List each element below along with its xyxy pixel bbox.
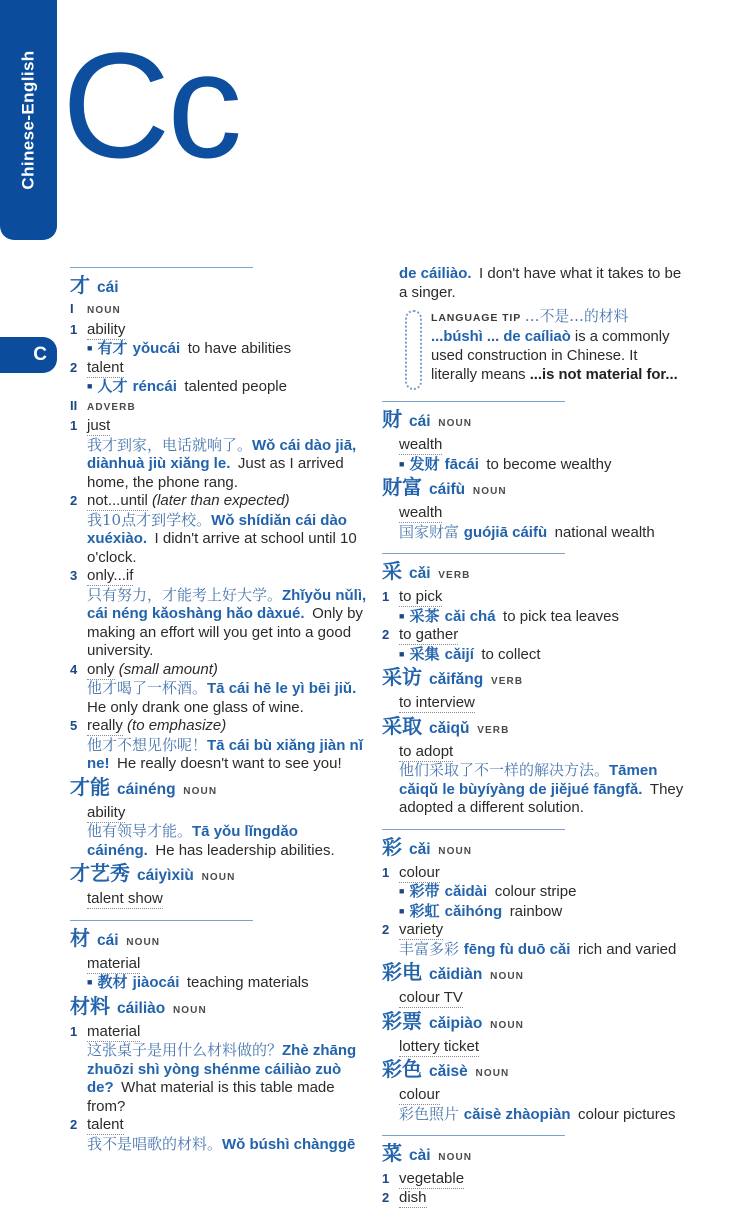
translation-text: to collect [481, 645, 541, 663]
pinyin-text: Tā cái hē le yì bēi jiǔ. [207, 680, 364, 697]
headword-chinese: 采访 [382, 665, 429, 689]
bullet-square-icon: ■ [399, 458, 405, 469]
headword-chinese: 菜 [382, 1141, 409, 1165]
section-divider [382, 553, 565, 554]
pinyin-text: cǎihóng [444, 902, 510, 920]
entry-body-line [382, 694, 684, 713]
section-divider [382, 401, 565, 402]
translation-text: is a commonly used construction in Chinese. It literally means [431, 329, 670, 383]
bullet-square-icon: ■ [399, 886, 405, 896]
entry-body-line [70, 339, 368, 359]
pinyin-text: cǎi chá [444, 607, 504, 625]
sense-line [70, 1023, 368, 1042]
sense-translation: colour TV [399, 989, 463, 1006]
entry-headword-line [382, 1057, 684, 1086]
entry-body-line [382, 882, 684, 902]
entry-body-line [70, 1135, 368, 1155]
entry-body-line [382, 940, 684, 960]
sense-line [70, 661, 368, 680]
emphasis-text: ...is not material for... [529, 367, 678, 383]
sense-line [382, 626, 684, 645]
pinyin-text: cǎidiàn [428, 966, 491, 983]
pinyin-text: cǎijí [444, 645, 482, 663]
entry-body-line [70, 377, 368, 397]
pinyin-text: cǎisè zhàopiàn [463, 1105, 578, 1123]
sense-translation: not...until [87, 492, 148, 509]
sense-translation: material [87, 1022, 141, 1040]
section-band-label: Chinese-English [18, 50, 38, 190]
sense-number: 2 [70, 1117, 78, 1132]
part-of-speech-label: NOUN [490, 1019, 524, 1031]
part-of-speech-label: NOUN [87, 305, 121, 316]
part-of-speech-label: NOUN [126, 936, 161, 948]
pinyin-text: fēng fù duō cǎi [463, 940, 578, 958]
sense-translation: vegetable [399, 1170, 465, 1187]
example-chinese: 他才不想见你呢！ [87, 735, 208, 754]
headword-chinese: 才能 [70, 774, 117, 799]
entry-body-line [70, 436, 368, 493]
translation-text: He only drank one glass of wine. [87, 698, 304, 716]
pinyin-text: cái [96, 279, 119, 296]
sense-translation: really [87, 717, 123, 734]
entry-body-line [382, 1038, 684, 1057]
entry-body-line [382, 265, 684, 302]
example-chinese: 国家财富 [399, 522, 464, 541]
entry-headword-line [382, 407, 684, 436]
example-chinese: 这张桌子是用什么材料做的？ [87, 1041, 283, 1059]
pinyin-text: Zhè zhāng zhuōzi shì yòng shénme cáiliào zuò de? [87, 1042, 357, 1096]
entry-body-line [382, 761, 684, 818]
sense-number: 3 [70, 568, 78, 583]
usage-qualifier: (small amount) [114, 660, 218, 678]
pinyin-text: Zhǐyǒu nǔlì, cái néng kǎoshàng hǎo dàxué. [87, 586, 367, 622]
headword-chinese: 材料 [70, 993, 117, 1018]
entry-body-line [382, 504, 684, 523]
sense-translation: lottery ticket [399, 1037, 480, 1055]
sense-translation: variety [399, 921, 444, 938]
bullet-square-icon: ■ [87, 977, 93, 987]
headword-chinese: 材 [70, 925, 97, 950]
pinyin-text: cǎisè [428, 1063, 476, 1080]
sense-translation: to gather [399, 626, 459, 643]
translation-text: to become wealthy [486, 455, 612, 473]
entry-headword-line [70, 273, 368, 300]
headword-chinese: 财富 [382, 475, 429, 499]
entry-body-line [382, 743, 684, 762]
section-divider [382, 1135, 565, 1136]
pinyin-text: yǒucái [132, 340, 188, 357]
pinyin-text: Wǒ cái dào jiā, diànhuà jiù xiǎng le. [87, 436, 357, 472]
sense-translation: to pick [399, 588, 443, 605]
entry-body-line [382, 607, 684, 627]
entry-body-line [382, 1086, 684, 1105]
part-of-speech-label: NOUN [172, 1004, 207, 1016]
entry-headword-line [70, 994, 368, 1023]
entry-body-line [382, 902, 684, 922]
usage-qualifier: (later than expected) [147, 492, 290, 509]
entry-headword-line [382, 1141, 684, 1170]
sense-translation: material [87, 954, 141, 972]
sense-number: 1 [382, 1171, 390, 1186]
part-of-speech-label: VERB [477, 724, 510, 736]
entry-body-line [70, 973, 368, 993]
right-column [382, 250, 684, 1207]
sense-translation: dish [399, 1188, 427, 1206]
pinyin-text: ...búshì ... de caíliaò [431, 329, 575, 345]
part-of-speech-label: NOUN [201, 872, 236, 883]
section-divider [70, 267, 253, 268]
sense-translation: wealth [399, 436, 443, 453]
sense-number: 1 [70, 1023, 78, 1039]
pinyin-text: Tā yǒu lǐngdǎo cáinéng. [87, 823, 298, 859]
example-chinese: 他有领导才能。 [87, 822, 193, 840]
usage-qualifier: (to emphasize) [122, 717, 227, 734]
example-chinese: …不是…的材料 [524, 308, 629, 325]
headword-chinese: 彩电 [382, 960, 429, 984]
sense-translation: to interview [399, 694, 475, 711]
pinyin-text: guójiā cáifù [463, 523, 555, 541]
language-tip-text [431, 307, 681, 390]
part-of-speech-label: NOUN [183, 785, 218, 797]
sense-line [382, 1170, 684, 1189]
pinyin-text: cáiyìxiù [136, 867, 202, 884]
part-of-speech-label: NOUN [438, 418, 473, 429]
sense-line [382, 864, 684, 883]
part-of-speech-label: NOUN [438, 845, 473, 857]
example-chinese: 彩色照片 [399, 1104, 464, 1123]
letter-thumb-tab [0, 337, 57, 373]
sense-translation: only...if [87, 567, 134, 584]
headword-chinese: 才艺秀 [70, 861, 137, 885]
pinyin-text: Tāmen cǎiqǔ le bùyíyàng de jiějué fāngfǎ. [399, 762, 658, 798]
sense-line [70, 417, 368, 436]
pinyin-text: réncái [132, 378, 185, 395]
sense-translation: only [87, 660, 115, 678]
pinyin-text: cái [96, 931, 127, 949]
letter-thumb-tab-label: C [33, 344, 47, 365]
sense-number: 2 [70, 493, 78, 508]
entry-headword-line [382, 1009, 684, 1038]
entry-headword-line [382, 960, 684, 989]
entry-body-line [70, 890, 368, 909]
bullet-square-icon: ■ [399, 648, 405, 659]
translation-text: national wealth [554, 523, 655, 541]
sense-line [70, 1116, 368, 1135]
pinyin-text: fācái [444, 455, 487, 473]
sense-line [70, 300, 368, 321]
headword-chinese: 彩色 [382, 1057, 429, 1081]
headword-chinese: 财 [382, 407, 409, 431]
headword-chinese: 才 [70, 273, 97, 297]
section-divider [382, 829, 565, 830]
entry-body-line [382, 989, 684, 1008]
sense-line [70, 492, 368, 511]
sense-number: 2 [70, 359, 78, 375]
example-chinese: 他才喝了一杯酒。 [87, 679, 208, 697]
section-divider [70, 920, 253, 921]
headword-chinese: 采取 [382, 713, 429, 738]
example-chinese: 我10点才到学校。 [87, 510, 212, 529]
translation-text: I didn't arrive at school until 10 o'clock. [87, 530, 357, 566]
entry-headword-line [382, 835, 684, 864]
entry-body-line [70, 955, 368, 974]
compound-chinese: 教材 [97, 973, 133, 991]
sense-group-numeral: II [70, 397, 78, 413]
compound-chinese: 彩带 [409, 882, 445, 900]
translation-text: to have abilities [187, 340, 292, 357]
translation-text: Only by making an effort will you get into a good university. [87, 605, 363, 659]
language-tip-label: LANGUAGE TIP [431, 312, 525, 324]
compound-chinese: 采集 [409, 644, 445, 663]
sense-translation: just [87, 417, 111, 434]
entry-body-line [382, 523, 684, 543]
entry-body-line [382, 645, 684, 665]
translation-text: teaching materials [186, 974, 309, 991]
sense-translation: colour [399, 863, 440, 881]
sense-translation: colour [399, 1086, 440, 1103]
sense-translation: ability [87, 803, 126, 821]
sense-number: 2 [382, 1189, 390, 1205]
headword-chinese: 彩 [382, 834, 409, 859]
sense-group-numeral: I [70, 301, 74, 316]
translation-text: What material is this table made from? [87, 1079, 335, 1115]
example-chinese: 我才到家，电话就响了。 [87, 435, 253, 454]
sense-translation: talent [87, 1116, 124, 1133]
sense-line [382, 1189, 684, 1208]
entry-headword-line [70, 775, 368, 804]
translation-text: I don't have what it takes to be a singer. [399, 265, 682, 301]
pinyin-text: jiàocái [132, 974, 187, 991]
pinyin-text: cái [408, 413, 439, 430]
compound-chinese: 有才 [97, 339, 133, 357]
compound-chinese: 采茶 [409, 606, 445, 625]
entry-body-line [70, 804, 368, 823]
sense-translation: wealth [399, 504, 443, 521]
example-chinese: 丰富多彩 [399, 939, 464, 958]
entry-body-line [382, 1105, 684, 1125]
example-chinese: 只有努力，才能考上好大学。 [87, 585, 283, 604]
entry-body-line [70, 586, 368, 661]
pinyin-text: cǎi [408, 565, 439, 582]
translation-text: He really doesn't want to see you! [117, 755, 342, 772]
sense-number: 5 [70, 718, 78, 733]
bullet-square-icon: ■ [87, 381, 93, 391]
left-column [70, 250, 368, 1154]
part-of-speech-label: VERB [438, 570, 471, 581]
translation-text: Just as I arrived home, the phone rang. [87, 455, 344, 491]
headword-chinese: 彩票 [382, 1008, 429, 1033]
pinyin-text: de cáiliào. [399, 265, 480, 282]
entry-body-line [70, 679, 368, 717]
translation-text: They adopted a different solution. [399, 780, 684, 816]
entry-headword-line [70, 926, 368, 955]
sense-number: 2 [382, 627, 390, 642]
translation-text: rich and varied [577, 940, 677, 958]
translation-text: colour stripe [494, 883, 577, 900]
sense-number: 4 [70, 661, 78, 677]
section-band [0, 0, 57, 240]
pinyin-text: cài [408, 1147, 439, 1164]
translation-text: colour pictures [578, 1105, 676, 1123]
pinyin-text: cáinéng [116, 780, 184, 798]
pinyin-text: cáiliào [116, 999, 173, 1017]
sense-translation: talent show [87, 890, 163, 907]
headword-chinese: 采 [382, 559, 409, 583]
sense-number: 1 [382, 864, 390, 880]
entry-body-line [70, 822, 368, 860]
sense-line [70, 397, 368, 418]
pinyin-text: cǎifǎng [428, 671, 491, 688]
sense-line [70, 359, 368, 378]
compound-chinese: 发财 [409, 454, 445, 473]
pinyin-text: Wǒ shídiǎn cái dào xuéxiào. [87, 511, 347, 547]
part-of-speech-label: NOUN [438, 1152, 473, 1163]
language-tip [405, 307, 684, 390]
pinyin-text: cǎiqǔ [428, 719, 478, 737]
pinyin-text: cáifù [428, 481, 473, 498]
pinyin-text: Tā cái bù xiǎng jiàn nǐ ne! [87, 736, 363, 772]
example-chinese: 我不是唱歌的材料。 [87, 1134, 223, 1153]
sense-translation: ability [87, 320, 126, 338]
translation-text: talented people [184, 378, 287, 395]
sense-line [70, 321, 368, 340]
entry-headword-line [382, 665, 684, 694]
part-of-speech-label: NOUN [472, 486, 507, 497]
entry-body-line [382, 436, 684, 455]
sense-line [70, 567, 368, 586]
pinyin-text: Wǒ búshì chànggē [222, 1135, 356, 1153]
entry-headword-line [382, 559, 684, 588]
pinyin-text: cǎipiào [428, 1014, 491, 1032]
part-of-speech-label: VERB [490, 676, 524, 687]
pinyin-text: cǎi [408, 840, 439, 858]
part-of-speech-label: NOUN [490, 971, 524, 982]
sense-line [382, 588, 684, 607]
entry-headword-line [70, 861, 368, 890]
bullet-square-icon: ■ [399, 905, 405, 916]
sense-translation: talent [87, 358, 124, 376]
translation-text: He has leadership abilities. [155, 841, 335, 859]
example-chinese: 他们采取了不一样的解决方法。 [399, 761, 610, 779]
entry-body-line [70, 1041, 368, 1116]
pinyin-text: cǎidài [444, 883, 495, 900]
sense-number: 1 [382, 589, 390, 604]
sense-line [70, 717, 368, 736]
sense-line [382, 921, 684, 940]
compound-chinese: 彩虹 [409, 901, 445, 920]
sense-translation: to adopt [399, 742, 454, 760]
part-of-speech-label: ADVERB [87, 401, 136, 413]
tip-capsule-icon [405, 310, 422, 390]
sense-number: 1 [70, 321, 78, 337]
entry-body-line [382, 455, 684, 475]
entry-body-line [70, 511, 368, 568]
section-letter-heading: Cc [62, 21, 240, 189]
entry-body-line [70, 736, 368, 774]
entry-headword-line [382, 714, 684, 743]
compound-chinese: 人才 [97, 377, 133, 395]
entry-headword-line [382, 475, 684, 504]
translation-text: to pick tea leaves [503, 607, 619, 625]
translation-text: rainbow [509, 902, 563, 920]
bullet-square-icon: ■ [87, 343, 93, 353]
bullet-square-icon: ■ [399, 610, 405, 621]
sense-number: 1 [70, 418, 78, 433]
part-of-speech-label: NOUN [475, 1068, 510, 1079]
sense-number: 2 [382, 922, 390, 937]
